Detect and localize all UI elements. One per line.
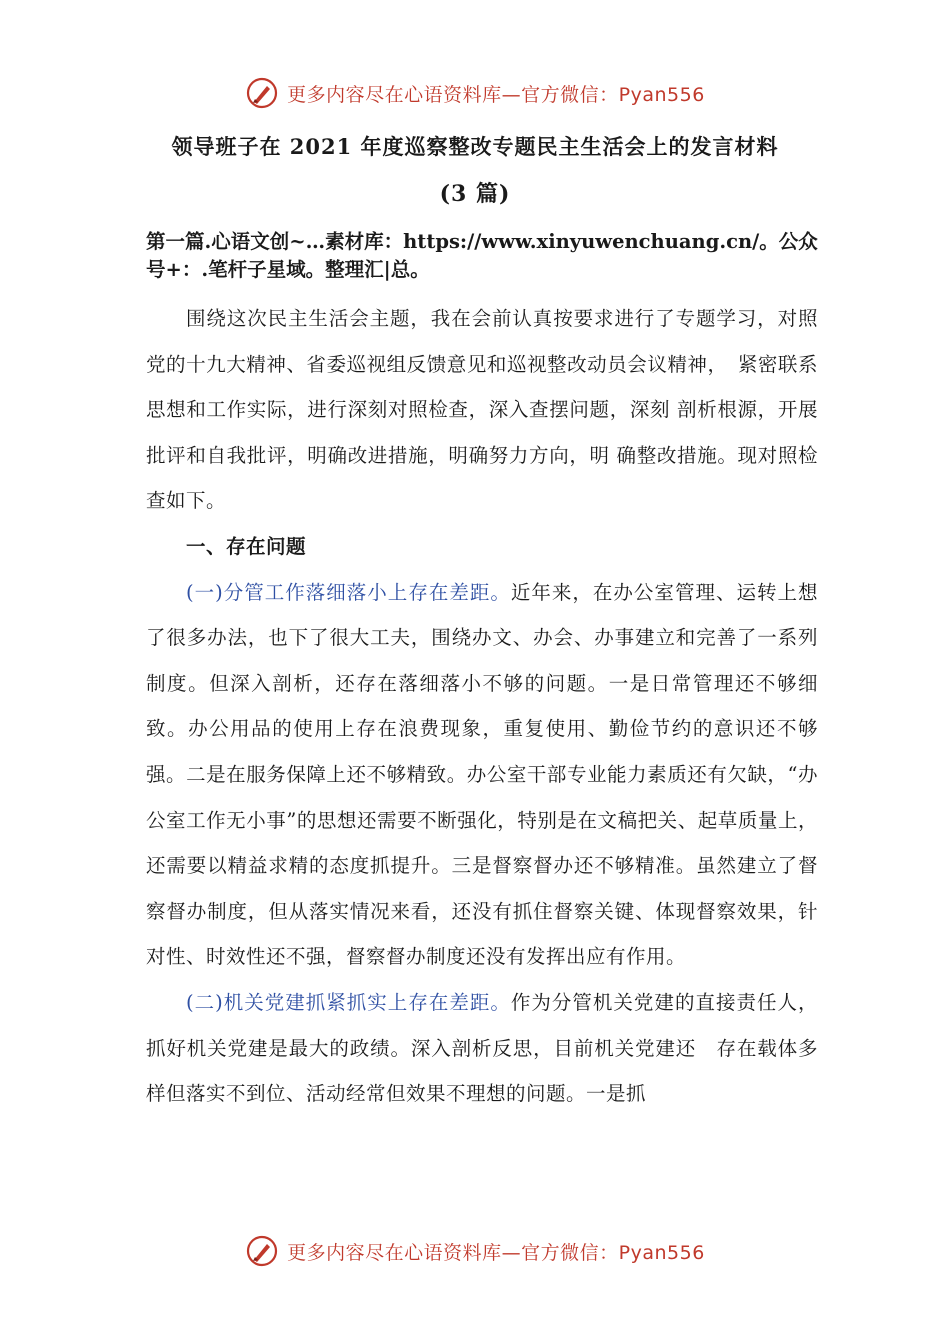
pen-logo-icon: [245, 1234, 279, 1268]
footer-watermark-banner: [0, 1229, 950, 1273]
document-subtitle: (3 篇): [439, 181, 511, 207]
problem-2-text: 作为分管机关党建的直接责任人，抓好机关党建是最大的政绩。深入剖析反思，目前机关党建还 存在载体多样但落实不到位、活动经常但效果不理想的问题。一是抓: [146, 990, 818, 1106]
banner-text: 更多内容尽在心语资料库—官方微信：Pyan556: [287, 1241, 705, 1264]
problem-1-text: 近年来，在办公室管理、运转上想了很多办法，也下了很大工夫，围绕办文、办会、办事建立和完善了一系列制度。但深入剖析，还存在落细落小不够的问题。一是日常管理还不够细致。办公用品的使用上存在浪费现象，重复使用、勤俭节约的意识还不够强。二是在服务保障上还不够精致。办公室干部专业能力素质还有欠缺，“办公室工作无小事”的思想还需要不断强化，特别是在文稿把关、起草质量上，还需要以精益求精的态度抓提升。三是督察督办还不够精准。虽然建立了督察督办制度，但从落实情况来看，还没有抓住督察关键、体现督察效果，针对性、时效性还不强，督察督办制度还没有发挥出应有作用。: [146, 580, 818, 969]
header-watermark-banner: [0, 71, 950, 115]
document-title: 领导班子在 2021 年度巡察整改专题民主生活会上的发言材料: [171, 134, 779, 159]
document-body: [146, 296, 818, 1117]
problem-paragraph-2: [146, 980, 818, 1117]
banner-text: 更多内容尽在心语资料库—官方微信：Pyan556: [287, 83, 705, 106]
problem-paragraph-1: [146, 570, 818, 980]
source-line: 第一篇.心语文创~…素材库：https://www.xinyuwenchuang.cn/。公众号+：.笔杆子星域。整理汇|总。: [146, 230, 818, 281]
problem-1-lead: (一)分管工作落细落小上存在差距。: [186, 580, 511, 604]
intro-paragraph: 围绕这次民主生活会主题，我在会前认真按要求进行了专题学习，对照党的十九大精神、省委巡视组反馈意见和巡视整改动员会议精神， 紧密联系思想和工作实际，进行深刻对照检查，深入查摆问题，深刻 剖析根源，开展批评和自我批评，明确改进措施，明确努力方向，明 确整改措施。现对照检查如下。: [146, 307, 818, 513]
pen-logo-icon: [245, 76, 279, 110]
problem-2-lead: (二)机关党建抓紧抓实上存在差距。: [186, 990, 511, 1014]
section-heading: 一、存在问题: [186, 534, 307, 558]
